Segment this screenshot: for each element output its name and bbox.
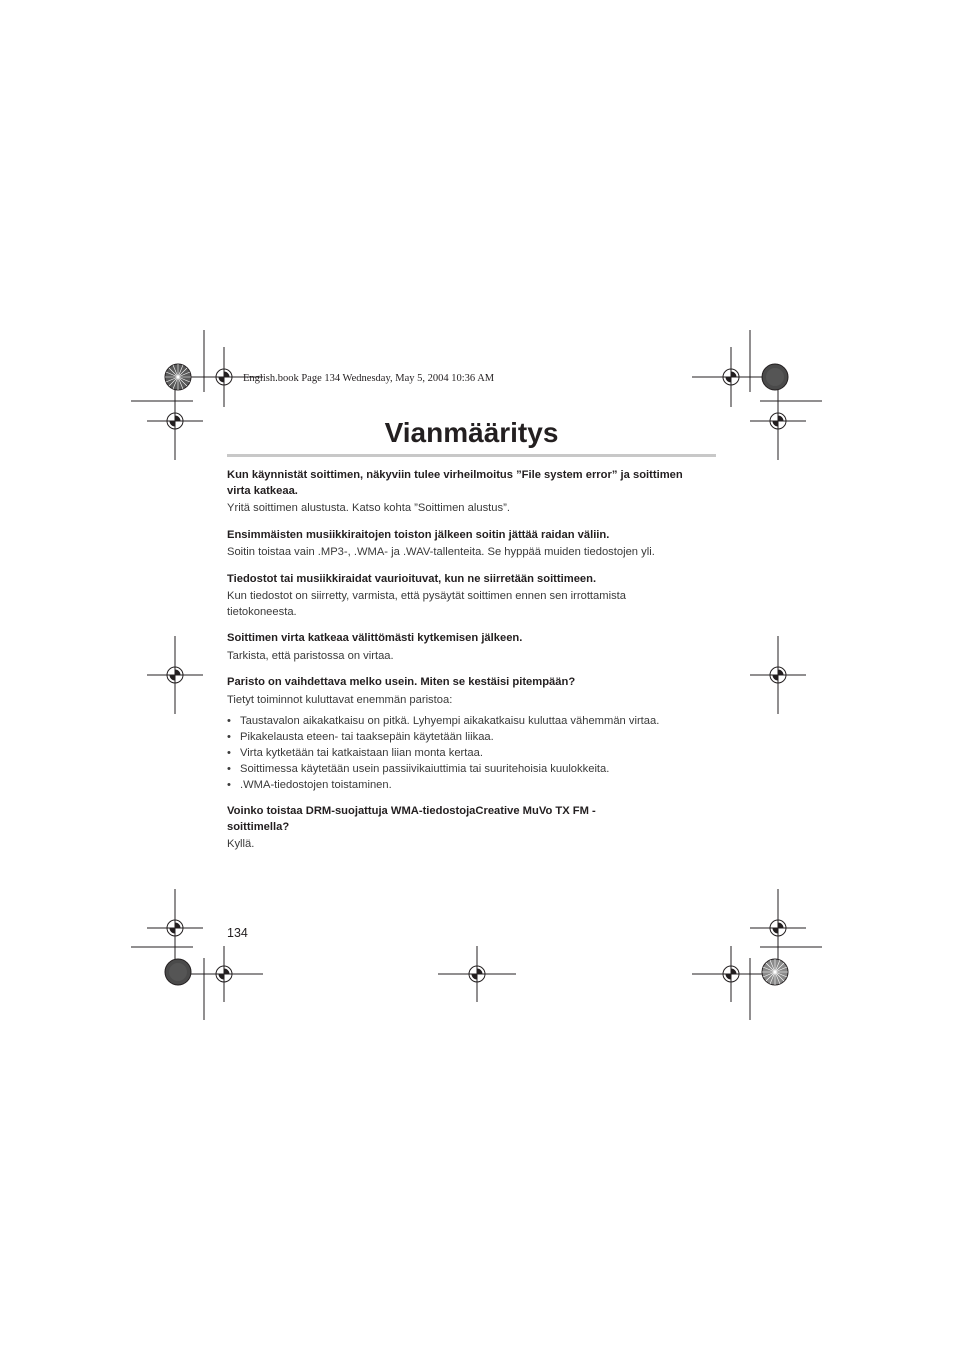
registration-target <box>147 382 203 460</box>
registration-target <box>750 889 806 967</box>
page-title: Vianmääritys <box>384 417 559 448</box>
list-item: • Taustavalon aikakatkaisu on pitkä. Lyhyempi aikakatkaisu kuluttaa vähemmän virtaa. <box>227 713 697 729</box>
registration-target <box>185 347 263 407</box>
faq-question: Kun käynnistät soittimen, näkyviin tulee virheilmoitus ”File system error” ja soittimen virta katkeaa. <box>227 469 683 497</box>
faq-answer: Tarkista, että paristossa on virtaa. <box>227 649 394 662</box>
list-item: • Pikakelausta eteen- tai taaksepäin käytetään liikaa. <box>227 729 697 745</box>
faq-answer: Tietyt toiminnot kuluttavat enemmän paristoa: <box>227 693 453 706</box>
star-target-mark <box>762 364 788 390</box>
faq-answer: Soitin toistaa vain .MP3-, .WMA- ja .WAV-tallenteita. Se hyppää muiden tiedostojen yli. <box>227 546 655 558</box>
registration-target <box>438 946 516 1002</box>
faq-question: Soittimen virta katkeaa välittömästi kytkemisen jälkeen. <box>227 632 523 644</box>
faq-answer: Kyllä. <box>227 838 255 850</box>
list-item: • .WMA-tiedostojen toistaminen. <box>227 777 697 793</box>
registration-target <box>185 946 263 1002</box>
faq-question: Tiedostot tai musiikkiraidat vaurioituvat, kun ne siirretään soittimeen. <box>227 572 597 585</box>
registration-target <box>692 946 770 1002</box>
list-item: • Virta kytketään tai katkaistaan liian monta kertaa. <box>227 745 697 761</box>
faq-question: Paristo on vaihdettava melko usein. Miten se kestäisi pitempään? <box>227 676 576 688</box>
star-target-mark <box>165 959 191 985</box>
registration-target <box>147 889 203 967</box>
registration-target <box>750 382 806 460</box>
star-target-mark <box>762 959 788 985</box>
registration-target <box>147 636 203 714</box>
faq-answer: Kun tiedostot on siirretty, varmista, että pysäytät soittimen ennen sen irrottamista tietokoneesta. <box>227 590 626 618</box>
registration-target <box>692 347 770 407</box>
faq-question: Voinko toistaa DRM-suojattuja WMA-tiedostojaCreative MuVo TX FM -soittimella? <box>227 805 596 833</box>
star-target-mark <box>165 364 191 390</box>
faq-question: Ensimmäisten musiikkiraitojen toiston jälkeen soitin jättää raidan väliin. <box>227 528 610 541</box>
list-item: • Soittimessa käytetään usein passiivikaiuttimia tai suuritehoisia kuulokkeita. <box>227 761 697 777</box>
book-info-header: English.book Page 134 Wednesday, May 5, 2004 10:36 AM <box>243 373 495 384</box>
registration-target <box>750 636 806 714</box>
page-number: 134 <box>227 926 248 940</box>
faq-answer: Yritä soittimen alustusta. Katso kohta ”Soittimen alustus”. <box>227 502 510 514</box>
